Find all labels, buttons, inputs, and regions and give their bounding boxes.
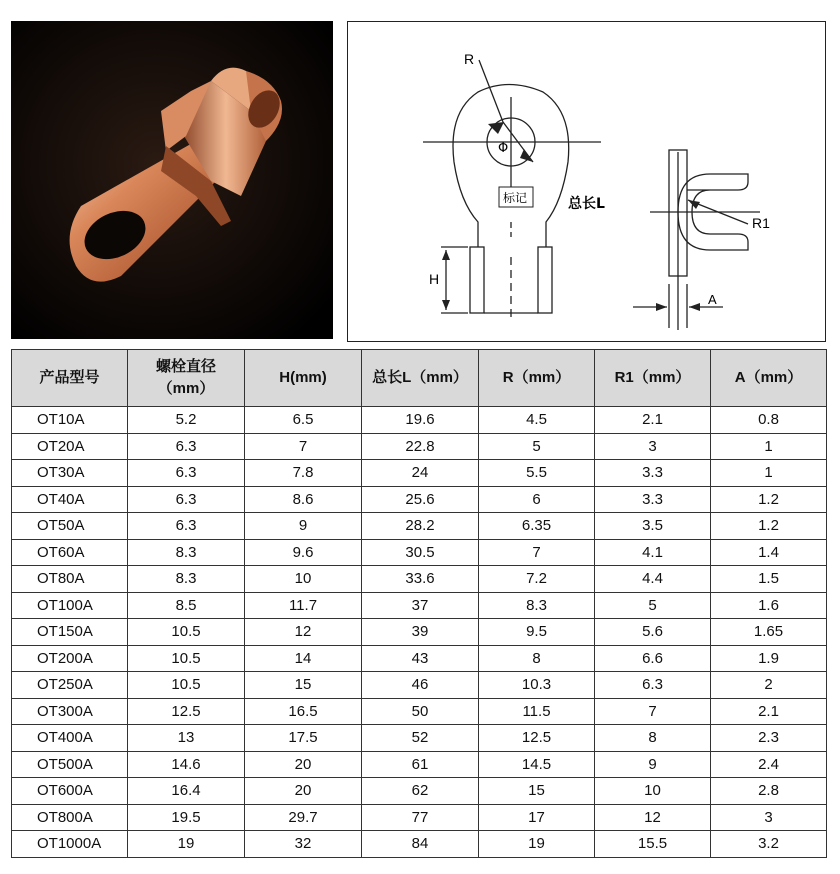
cell-r1: 8: [595, 725, 711, 752]
cell-h: 7.8: [245, 460, 362, 487]
cell-r: 6: [479, 486, 595, 513]
table-header-row: [12, 350, 827, 407]
cell-bolt-diameter: 10.5: [128, 645, 245, 672]
cell-r1: 12: [595, 804, 711, 831]
cell-r: 19: [479, 831, 595, 858]
header-model: 产品型号: [12, 350, 128, 407]
cell-model: OT40A: [12, 486, 128, 513]
cell-a: 1.9: [711, 645, 827, 672]
cell-total-length: 50: [362, 698, 479, 725]
product-photo: [11, 21, 333, 339]
cell-r1: 4.1: [595, 539, 711, 566]
table-row: [12, 486, 827, 513]
cell-a: 2.8: [711, 778, 827, 805]
cell-a: 1.2: [711, 513, 827, 540]
cell-r1: 3.3: [595, 486, 711, 513]
cell-total-length: 24: [362, 460, 479, 487]
cell-h: 20: [245, 778, 362, 805]
table-row: [12, 831, 827, 858]
header-h: H(mm): [245, 350, 362, 407]
cell-model: OT80A: [12, 566, 128, 593]
cell-a: 2.4: [711, 751, 827, 778]
cell-bolt-diameter: 8.5: [128, 592, 245, 619]
cell-h: 8.6: [245, 486, 362, 513]
cell-total-length: 30.5: [362, 539, 479, 566]
cell-model: OT150A: [12, 619, 128, 646]
cell-total-length: 62: [362, 778, 479, 805]
cell-r: 7.2: [479, 566, 595, 593]
cell-r: 6.35: [479, 513, 595, 540]
cell-a: 2: [711, 672, 827, 699]
spec-table: [11, 349, 827, 858]
cell-r1: 5.6: [595, 619, 711, 646]
cell-r: 17: [479, 804, 595, 831]
cell-total-length: 52: [362, 725, 479, 752]
cell-r: 15: [479, 778, 595, 805]
cell-r: 4.5: [479, 407, 595, 434]
cell-bolt-diameter: 5.2: [128, 407, 245, 434]
cell-total-length: 43: [362, 645, 479, 672]
label-total-length: 总长L: [568, 196, 605, 212]
cell-r: 11.5: [479, 698, 595, 725]
cell-model: OT250A: [12, 672, 128, 699]
cell-r: 12.5: [479, 725, 595, 752]
cell-model: OT300A: [12, 698, 128, 725]
cell-a: 1.2: [711, 486, 827, 513]
cell-h: 15: [245, 672, 362, 699]
cell-a: 1.6: [711, 592, 827, 619]
cell-a: 1: [711, 433, 827, 460]
cell-r1: 5: [595, 592, 711, 619]
cell-r1: 15.5: [595, 831, 711, 858]
cell-h: 9: [245, 513, 362, 540]
cell-total-length: 22.8: [362, 433, 479, 460]
cell-h: 29.7: [245, 804, 362, 831]
cell-bolt-diameter: 6.3: [128, 433, 245, 460]
cell-r1: 2.1: [595, 407, 711, 434]
cell-r1: 3.3: [595, 460, 711, 487]
cell-total-length: 61: [362, 751, 479, 778]
terminal-dimension-drawing: [348, 22, 825, 341]
cell-bolt-diameter: 10.5: [128, 672, 245, 699]
cell-r: 9.5: [479, 619, 595, 646]
cell-bolt-diameter: 8.3: [128, 539, 245, 566]
cell-total-length: 19.6: [362, 407, 479, 434]
header-bolt-diameter: [128, 350, 245, 407]
cell-h: 7: [245, 433, 362, 460]
cell-a: 3: [711, 804, 827, 831]
table-row: [12, 698, 827, 725]
cell-total-length: 28.2: [362, 513, 479, 540]
cell-h: 20: [245, 751, 362, 778]
cell-a: 1.65: [711, 619, 827, 646]
table-row: [12, 407, 827, 434]
cell-model: OT200A: [12, 645, 128, 672]
cell-r1: 6.3: [595, 672, 711, 699]
table-row: [12, 778, 827, 805]
table-row: [12, 751, 827, 778]
cell-bolt-diameter: 14.6: [128, 751, 245, 778]
cell-r: 8: [479, 645, 595, 672]
label-a: A: [708, 292, 717, 307]
label-mark: 标记: [503, 191, 528, 205]
table-row: [12, 592, 827, 619]
cell-r: 5: [479, 433, 595, 460]
table-row: [12, 725, 827, 752]
cell-model: OT60A: [12, 539, 128, 566]
table-row: [12, 804, 827, 831]
cell-a: 1.4: [711, 539, 827, 566]
cell-total-length: 84: [362, 831, 479, 858]
cell-r: 14.5: [479, 751, 595, 778]
cell-model: OT50A: [12, 513, 128, 540]
cell-r1: 9: [595, 751, 711, 778]
cell-model: OT400A: [12, 725, 128, 752]
cell-r: 8.3: [479, 592, 595, 619]
cell-a: 2.1: [711, 698, 827, 725]
cell-model: OT10A: [12, 407, 128, 434]
cell-h: 12: [245, 619, 362, 646]
header-bolt-line2: （mm）: [157, 380, 215, 397]
cell-model: OT30A: [12, 460, 128, 487]
cell-bolt-diameter: 19: [128, 831, 245, 858]
header-r1: R1（mm）: [595, 350, 711, 407]
cell-bolt-diameter: 6.3: [128, 486, 245, 513]
cell-r1: 7: [595, 698, 711, 725]
label-r: R: [464, 51, 475, 67]
cell-a: 1: [711, 460, 827, 487]
cell-bolt-diameter: 12.5: [128, 698, 245, 725]
cell-bolt-diameter: 6.3: [128, 513, 245, 540]
cell-r: 10.3: [479, 672, 595, 699]
table-row: [12, 513, 827, 540]
cell-model: OT20A: [12, 433, 128, 460]
cell-model: OT800A: [12, 804, 128, 831]
cell-h: 32: [245, 831, 362, 858]
table-row: [12, 539, 827, 566]
cell-h: 14: [245, 645, 362, 672]
cell-total-length: 39: [362, 619, 479, 646]
header-bolt-line1: 螺栓直径: [155, 358, 216, 375]
table-row: [12, 672, 827, 699]
cell-h: 16.5: [245, 698, 362, 725]
cell-total-length: 77: [362, 804, 479, 831]
label-r1: R1: [752, 215, 770, 231]
table-row: [12, 460, 827, 487]
header-a: A（mm）: [711, 350, 827, 407]
cell-bolt-diameter: 10.5: [128, 619, 245, 646]
cell-h: 6.5: [245, 407, 362, 434]
cell-total-length: 46: [362, 672, 479, 699]
cell-h: 10: [245, 566, 362, 593]
cell-r1: 3.5: [595, 513, 711, 540]
cell-bolt-diameter: 6.3: [128, 460, 245, 487]
cell-r: 5.5: [479, 460, 595, 487]
cell-r1: 3: [595, 433, 711, 460]
dimension-diagram: [347, 21, 826, 342]
cell-bolt-diameter: 16.4: [128, 778, 245, 805]
cell-h: 9.6: [245, 539, 362, 566]
header-r: R（mm）: [479, 350, 595, 407]
cell-bolt-diameter: 8.3: [128, 566, 245, 593]
cell-r1: 6.6: [595, 645, 711, 672]
cell-bolt-diameter: 13: [128, 725, 245, 752]
cell-model: OT600A: [12, 778, 128, 805]
cell-model: OT1000A: [12, 831, 128, 858]
table-row: [12, 433, 827, 460]
cell-r: 7: [479, 539, 595, 566]
label-h: H: [429, 271, 440, 287]
cell-a: 1.5: [711, 566, 827, 593]
cell-total-length: 33.6: [362, 566, 479, 593]
cell-h: 17.5: [245, 725, 362, 752]
cell-h: 11.7: [245, 592, 362, 619]
cell-total-length: 25.6: [362, 486, 479, 513]
cell-a: 0.8: [711, 407, 827, 434]
cell-total-length: 37: [362, 592, 479, 619]
cell-a: 2.3: [711, 725, 827, 752]
table-row: [12, 619, 827, 646]
label-phi: Φ: [498, 141, 509, 156]
cell-r1: 10: [595, 778, 711, 805]
header-total-length: 总长L（mm）: [362, 350, 479, 407]
cell-bolt-diameter: 19.5: [128, 804, 245, 831]
table-row: [12, 645, 827, 672]
table-row: [12, 566, 827, 593]
cell-r1: 4.4: [595, 566, 711, 593]
copper-ring-terminal-photo: [11, 21, 333, 339]
cell-model: OT100A: [12, 592, 128, 619]
cell-a: 3.2: [711, 831, 827, 858]
cell-model: OT500A: [12, 751, 128, 778]
